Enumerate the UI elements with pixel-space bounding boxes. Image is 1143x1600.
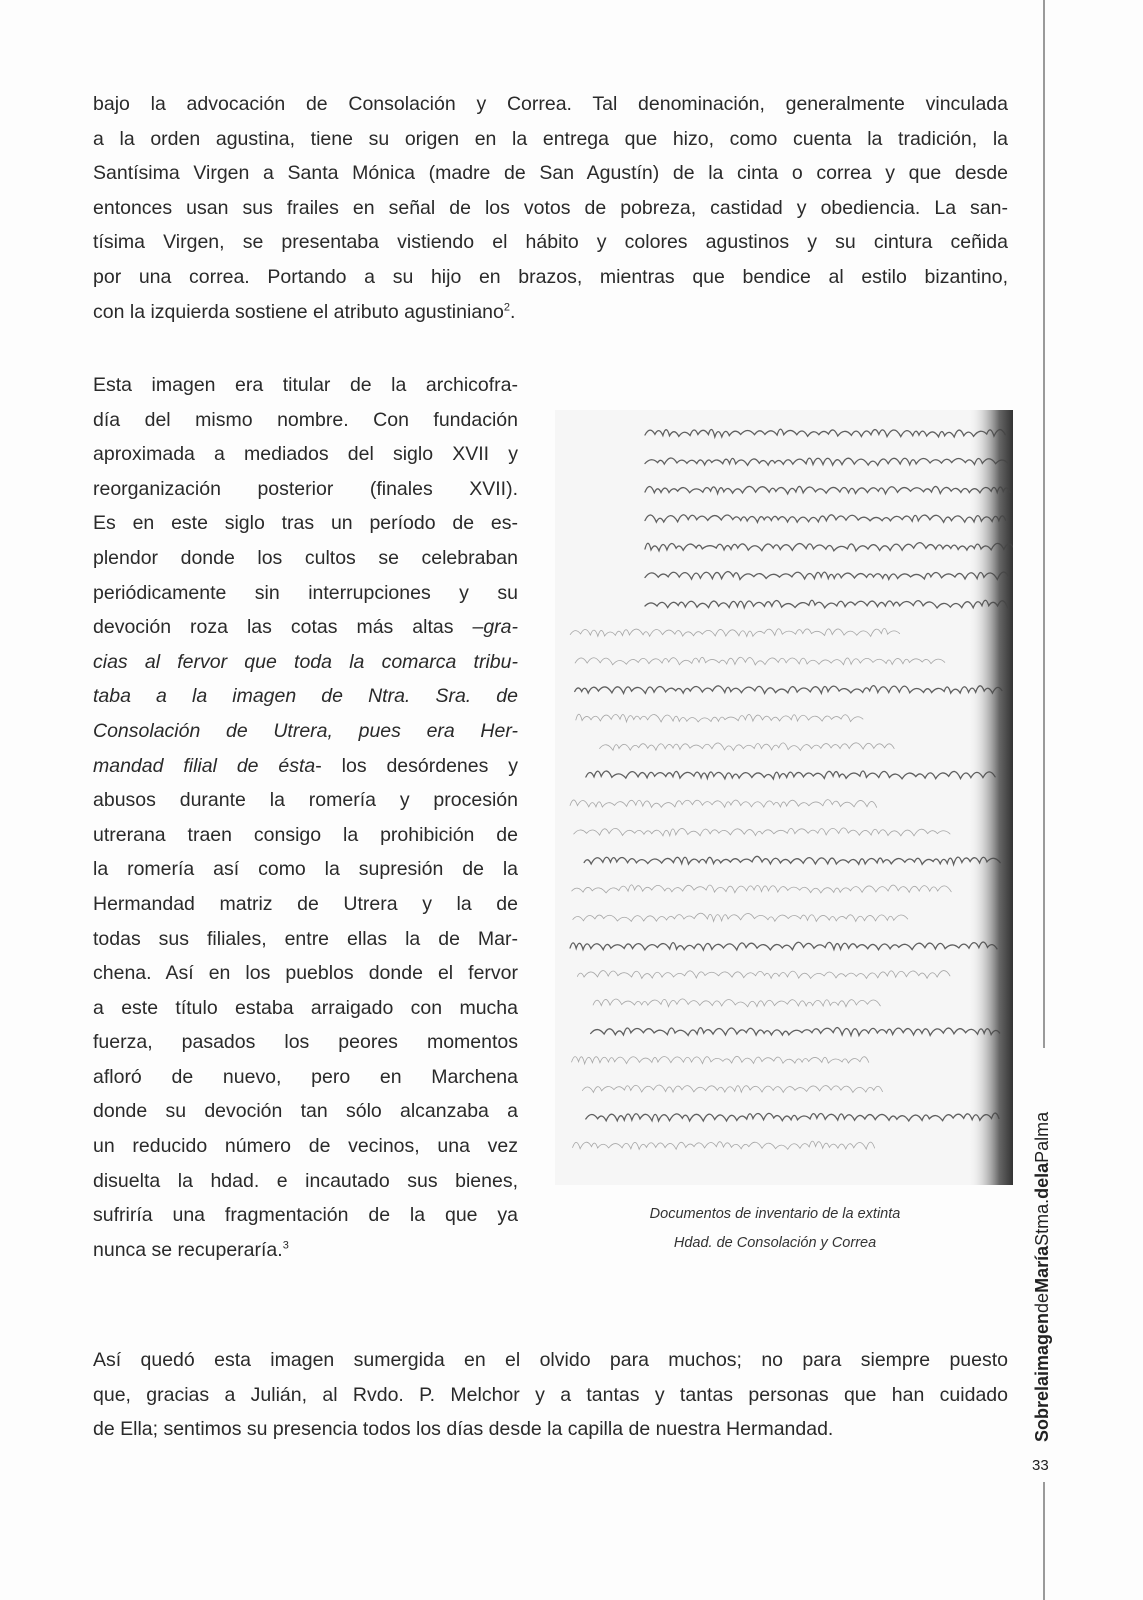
text-span: nunca se recuperaría. <box>93 1238 283 1261</box>
text-line <box>93 437 518 472</box>
text-line <box>93 922 518 957</box>
text-line <box>93 225 1008 260</box>
text-span: plendor donde los cultos se celebraban <box>93 546 518 569</box>
text-line <box>93 472 518 507</box>
italic-text: mandad filial de ésta <box>93 754 316 777</box>
text-line <box>93 295 1008 330</box>
text-line <box>93 783 518 818</box>
italic-text: taba a la imagen de Ntra. Sra. de <box>93 685 518 708</box>
text-line <box>93 714 518 749</box>
text-line <box>93 1378 1008 1413</box>
text-span: entonces usan sus frailes en señal de los votos de pobreza, castidad y obediencia. La san- <box>93 196 1008 219</box>
italic-text: cias al fervor que toda la comarca tribu- <box>93 650 518 673</box>
figure-caption <box>600 1200 950 1258</box>
text-line <box>93 1198 518 1233</box>
text-line <box>93 191 1008 226</box>
text-line <box>93 1094 518 1129</box>
text-span: abusos durante la romería y procesión <box>93 789 518 812</box>
paragraph-top <box>93 87 1008 329</box>
text-span: Esta imagen era titular de la archicofra- <box>93 374 518 396</box>
text-line <box>93 645 518 680</box>
text-line <box>93 156 1008 191</box>
running-title-part: María <box>1032 1245 1052 1293</box>
text-line <box>93 818 518 853</box>
running-title-part: de <box>1032 1292 1052 1313</box>
text-line <box>93 887 518 922</box>
text-span: donde su devoción tan sólo alcanzaba a <box>93 1100 518 1123</box>
text-span: utrerana traen consigo la prohibición de <box>93 823 518 846</box>
text-line <box>93 1025 518 1060</box>
footnote-ref: 3 <box>282 1239 289 1252</box>
text-span: - los desórdenes y <box>315 754 518 777</box>
text-span: Hermandad matriz de Utrera y la de <box>93 892 518 915</box>
text-span: . <box>509 300 516 323</box>
text-span: afloró de nuevo, pero en Marchena <box>93 1065 518 1088</box>
running-title <box>1032 1050 1053 1442</box>
text-line <box>93 1233 518 1268</box>
text-span: la romería así como la supresión de la <box>93 858 518 881</box>
text-span: a este título estaba arraigado con mucha <box>93 996 518 1019</box>
text-line <box>93 576 518 611</box>
text-span: día del mismo nombre. Con fundación <box>93 408 518 431</box>
margin-rule-top <box>1043 0 1045 1048</box>
text-line <box>93 991 518 1026</box>
running-title-part: Palma <box>1032 1111 1052 1163</box>
text-span: sufriría una fragmentación de la que ya <box>93 1204 518 1227</box>
text-span: devoción roza las cotas más altas – <box>93 616 484 639</box>
text-span: chena. Así en los pueblos donde el fervor <box>93 962 518 985</box>
footnote-ref: 2 <box>503 301 510 314</box>
text-span: bajo la advocación de Consolación y Correa. Tal denominación, generalmente vinculada <box>93 93 1008 115</box>
text-span: reorganización posterior (finales XVII). <box>93 477 518 500</box>
inventory-document-photo <box>555 410 1013 1185</box>
text-line <box>93 1060 518 1095</box>
text-line <box>93 260 1008 295</box>
text-span: un reducido número de vecinos, una vez <box>93 1135 518 1158</box>
text-line <box>93 852 518 887</box>
text-span: con la izquierda sostiene el atributo agustiniano <box>93 300 504 323</box>
running-title-part: dela <box>1032 1162 1052 1199</box>
italic-text: gra- <box>483 616 518 639</box>
page-number: 33 <box>1032 1457 1049 1474</box>
paragraph-left-column <box>93 368 518 1267</box>
text-line <box>93 541 518 576</box>
text-line <box>93 1412 1008 1447</box>
text-line <box>93 610 518 645</box>
text-span: todas sus filiales, entre ellas la de Mar- <box>93 927 518 950</box>
running-title-part: Sobrelaimagen <box>1032 1312 1052 1442</box>
text-span: por una correa. Portando a su hijo en brazos, mientras que bendice al estilo bizantino, <box>93 265 1008 288</box>
text-span: tísima Virgen, se presentaba vistiendo el hábito y colores agustinos y su cintura ceñida <box>93 231 1008 254</box>
margin-rule-bottom <box>1043 1482 1045 1600</box>
text-line <box>93 1343 1008 1378</box>
paragraph-bottom <box>93 1343 1008 1447</box>
text-line <box>93 122 1008 157</box>
text-line <box>93 403 518 438</box>
text-line <box>93 956 518 991</box>
caption-line-1: Documentos de inventario de la extinta <box>649 1206 901 1222</box>
text-span: de Ella; sentimos su presencia todos los días desde la capilla de nuestra Hermandad. <box>93 1418 834 1441</box>
text-span: disuelta la hdad. e incautado sus bienes, <box>93 1169 518 1192</box>
text-line <box>93 749 518 784</box>
text-span: fuerza, pasados los peores momentos <box>93 1031 518 1054</box>
text-span: aproximada a mediados del siglo XVII y <box>93 443 518 466</box>
text-line <box>93 87 1008 122</box>
text-span: que, gracias a Julián, al Rvdo. P. Melchor y a tantas y tantas personas que han cuidado <box>93 1383 1008 1406</box>
italic-text: Consolación de Utrera, pues era Her- <box>93 719 518 742</box>
text-line <box>93 1164 518 1199</box>
text-span: a la orden agustina, tiene su origen en la entrega que hizo, como cuenta la tradición, la <box>93 127 1008 150</box>
text-span: Santísima Virgen a Santa Mónica (madre de San Agustín) de la cinta o correa y que desde <box>93 162 1008 185</box>
text-line <box>93 368 518 403</box>
text-span: Así quedó esta imagen sumergida en el olvido para muchos; no para siempre puesto <box>93 1349 1008 1371</box>
text-line <box>93 679 518 714</box>
text-line <box>93 1129 518 1164</box>
text-span: periódicamente sin interrupciones y su <box>93 581 518 604</box>
running-title-part: Stma. <box>1032 1198 1052 1246</box>
text-line <box>93 506 518 541</box>
text-span: Es en este siglo tras un período de es- <box>93 512 518 535</box>
caption-line-2: Hdad. de Consolación y Correa <box>673 1235 877 1251</box>
